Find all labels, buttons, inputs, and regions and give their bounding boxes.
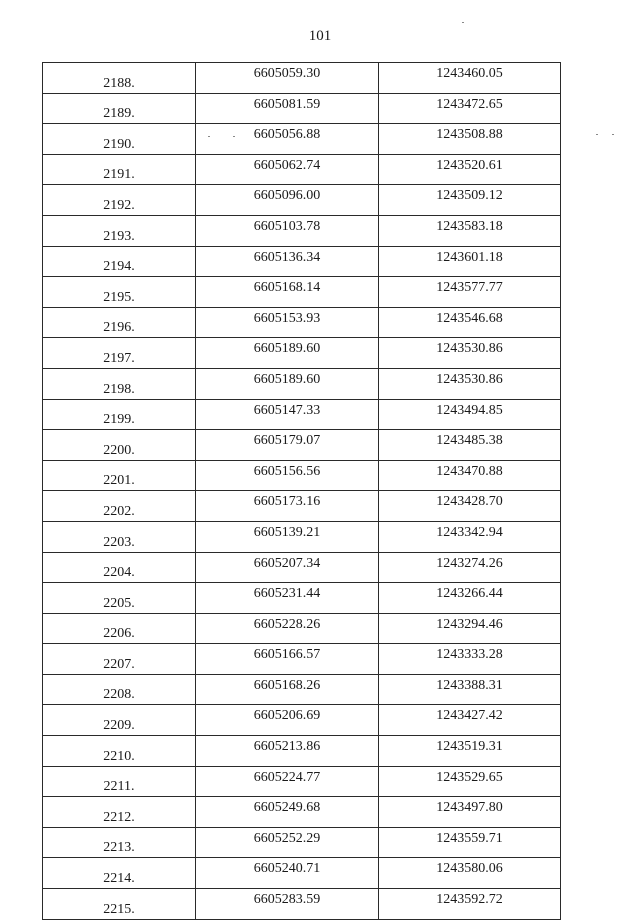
point-number-cell: 2208. xyxy=(43,674,196,705)
table-row xyxy=(43,766,561,797)
x-coordinate-cell: 6605056.88 xyxy=(196,124,379,155)
point-number-cell: 2212. xyxy=(43,797,196,828)
table-row xyxy=(43,613,561,644)
point-number-cell: 2197. xyxy=(43,338,196,369)
x-coordinate-cell: 6605153.93 xyxy=(196,307,379,338)
x-coordinate-cell: 6605206.69 xyxy=(196,705,379,736)
x-coordinate-cell: 6605166.57 xyxy=(196,644,379,675)
point-number-cell: 2196. xyxy=(43,307,196,338)
y-coordinate-cell: 1243460.05 xyxy=(379,63,561,94)
table-row xyxy=(43,552,561,583)
table-row xyxy=(43,797,561,828)
point-number-cell: 2194. xyxy=(43,246,196,277)
table-row xyxy=(43,399,561,430)
point-number-cell: 2199. xyxy=(43,399,196,430)
table-row xyxy=(43,246,561,277)
x-coordinate-cell: 6605224.77 xyxy=(196,766,379,797)
x-coordinate-cell: 6605096.00 xyxy=(196,185,379,216)
scan-speck xyxy=(612,134,614,135)
table-row xyxy=(43,889,561,920)
table-row xyxy=(43,644,561,675)
x-coordinate-cell: 6605081.59 xyxy=(196,93,379,124)
y-coordinate-cell: 1243494.85 xyxy=(379,399,561,430)
y-coordinate-cell: 1243519.31 xyxy=(379,736,561,767)
point-number-cell: 2189. xyxy=(43,93,196,124)
x-coordinate-cell: 6605168.14 xyxy=(196,277,379,308)
y-coordinate-cell: 1243583.18 xyxy=(379,215,561,246)
y-coordinate-cell: 1243592.72 xyxy=(379,889,561,920)
y-coordinate-cell: 1243485.38 xyxy=(379,430,561,461)
table-row xyxy=(43,185,561,216)
table-row xyxy=(43,63,561,94)
point-number-cell: 2215. xyxy=(43,889,196,920)
scan-speck xyxy=(233,136,235,137)
x-coordinate-cell: 6605189.60 xyxy=(196,368,379,399)
point-number-cell: 2214. xyxy=(43,858,196,889)
table-row xyxy=(43,430,561,461)
table-row xyxy=(43,215,561,246)
x-coordinate-cell: 6605156.56 xyxy=(196,460,379,491)
table-row xyxy=(43,858,561,889)
table-row xyxy=(43,674,561,705)
y-coordinate-cell: 1243266.44 xyxy=(379,583,561,614)
y-coordinate-cell: 1243601.18 xyxy=(379,246,561,277)
table-row xyxy=(43,368,561,399)
point-number-cell: 2207. xyxy=(43,644,196,675)
table-row xyxy=(43,460,561,491)
x-coordinate-cell: 6605147.33 xyxy=(196,399,379,430)
x-coordinate-cell: 6605252.29 xyxy=(196,827,379,858)
y-coordinate-cell: 1243530.86 xyxy=(379,338,561,369)
table-row xyxy=(43,736,561,767)
coordinates-table-body xyxy=(43,63,561,920)
x-coordinate-cell: 6605240.71 xyxy=(196,858,379,889)
point-number-cell: 2188. xyxy=(43,63,196,94)
point-number-cell: 2213. xyxy=(43,827,196,858)
y-coordinate-cell: 1243472.65 xyxy=(379,93,561,124)
y-coordinate-cell: 1243559.71 xyxy=(379,827,561,858)
table-row xyxy=(43,521,561,552)
point-number-cell: 2198. xyxy=(43,368,196,399)
page-number: 101 xyxy=(308,28,332,44)
x-coordinate-cell: 6605139.21 xyxy=(196,521,379,552)
x-coordinate-cell: 6605062.74 xyxy=(196,154,379,185)
table-row xyxy=(43,154,561,185)
y-coordinate-cell: 1243546.68 xyxy=(379,307,561,338)
y-coordinate-cell: 1243427.42 xyxy=(379,705,561,736)
y-coordinate-cell: 1243520.61 xyxy=(379,154,561,185)
y-coordinate-cell: 1243274.26 xyxy=(379,552,561,583)
x-coordinate-cell: 6605168.26 xyxy=(196,674,379,705)
y-coordinate-cell: 1243294.46 xyxy=(379,613,561,644)
x-coordinate-cell: 6605283.59 xyxy=(196,889,379,920)
x-coordinate-cell: 6605136.34 xyxy=(196,246,379,277)
y-coordinate-cell: 1243508.88 xyxy=(379,124,561,155)
point-number-cell: 2205. xyxy=(43,583,196,614)
x-coordinate-cell: 6605059.30 xyxy=(196,63,379,94)
y-coordinate-cell: 1243333.28 xyxy=(379,644,561,675)
x-coordinate-cell: 6605231.44 xyxy=(196,583,379,614)
y-coordinate-cell: 1243388.31 xyxy=(379,674,561,705)
point-number-cell: 2200. xyxy=(43,430,196,461)
x-coordinate-cell: 6605249.68 xyxy=(196,797,379,828)
y-coordinate-cell: 1243342.94 xyxy=(379,521,561,552)
point-number-cell: 2203. xyxy=(43,521,196,552)
y-coordinate-cell: 1243509.12 xyxy=(379,185,561,216)
table-row xyxy=(43,307,561,338)
x-coordinate-cell: 6605213.86 xyxy=(196,736,379,767)
x-coordinate-cell: 6605179.07 xyxy=(196,430,379,461)
table-row xyxy=(43,93,561,124)
point-number-cell: 2195. xyxy=(43,277,196,308)
table-row xyxy=(43,827,561,858)
table-row xyxy=(43,277,561,308)
y-coordinate-cell: 1243580.06 xyxy=(379,858,561,889)
x-coordinate-cell: 6605207.34 xyxy=(196,552,379,583)
table-row xyxy=(43,491,561,522)
point-number-cell: 2206. xyxy=(43,613,196,644)
x-coordinate-cell: 6605189.60 xyxy=(196,338,379,369)
table-row xyxy=(43,124,561,155)
scan-speck xyxy=(596,134,598,135)
y-coordinate-cell: 1243530.86 xyxy=(379,368,561,399)
point-number-cell: 2202. xyxy=(43,491,196,522)
scan-speck xyxy=(462,22,464,23)
y-coordinate-cell: 1243529.65 xyxy=(379,766,561,797)
y-coordinate-cell: 1243577.77 xyxy=(379,277,561,308)
point-number-cell: 2192. xyxy=(43,185,196,216)
x-coordinate-cell: 6605228.26 xyxy=(196,613,379,644)
x-coordinate-cell: 6605103.78 xyxy=(196,215,379,246)
point-number-cell: 2191. xyxy=(43,154,196,185)
y-coordinate-cell: 1243497.80 xyxy=(379,797,561,828)
y-coordinate-cell: 1243428.70 xyxy=(379,491,561,522)
point-number-cell: 2211. xyxy=(43,766,196,797)
table-row xyxy=(43,583,561,614)
point-number-cell: 2209. xyxy=(43,705,196,736)
y-coordinate-cell: 1243470.88 xyxy=(379,460,561,491)
scan-speck xyxy=(208,136,210,137)
point-number-cell: 2193. xyxy=(43,215,196,246)
x-coordinate-cell: 6605173.16 xyxy=(196,491,379,522)
point-number-cell: 2190. xyxy=(43,124,196,155)
table-row xyxy=(43,705,561,736)
point-number-cell: 2210. xyxy=(43,736,196,767)
point-number-cell: 2204. xyxy=(43,552,196,583)
coordinates-table xyxy=(42,62,561,920)
table-row xyxy=(43,338,561,369)
point-number-cell: 2201. xyxy=(43,460,196,491)
